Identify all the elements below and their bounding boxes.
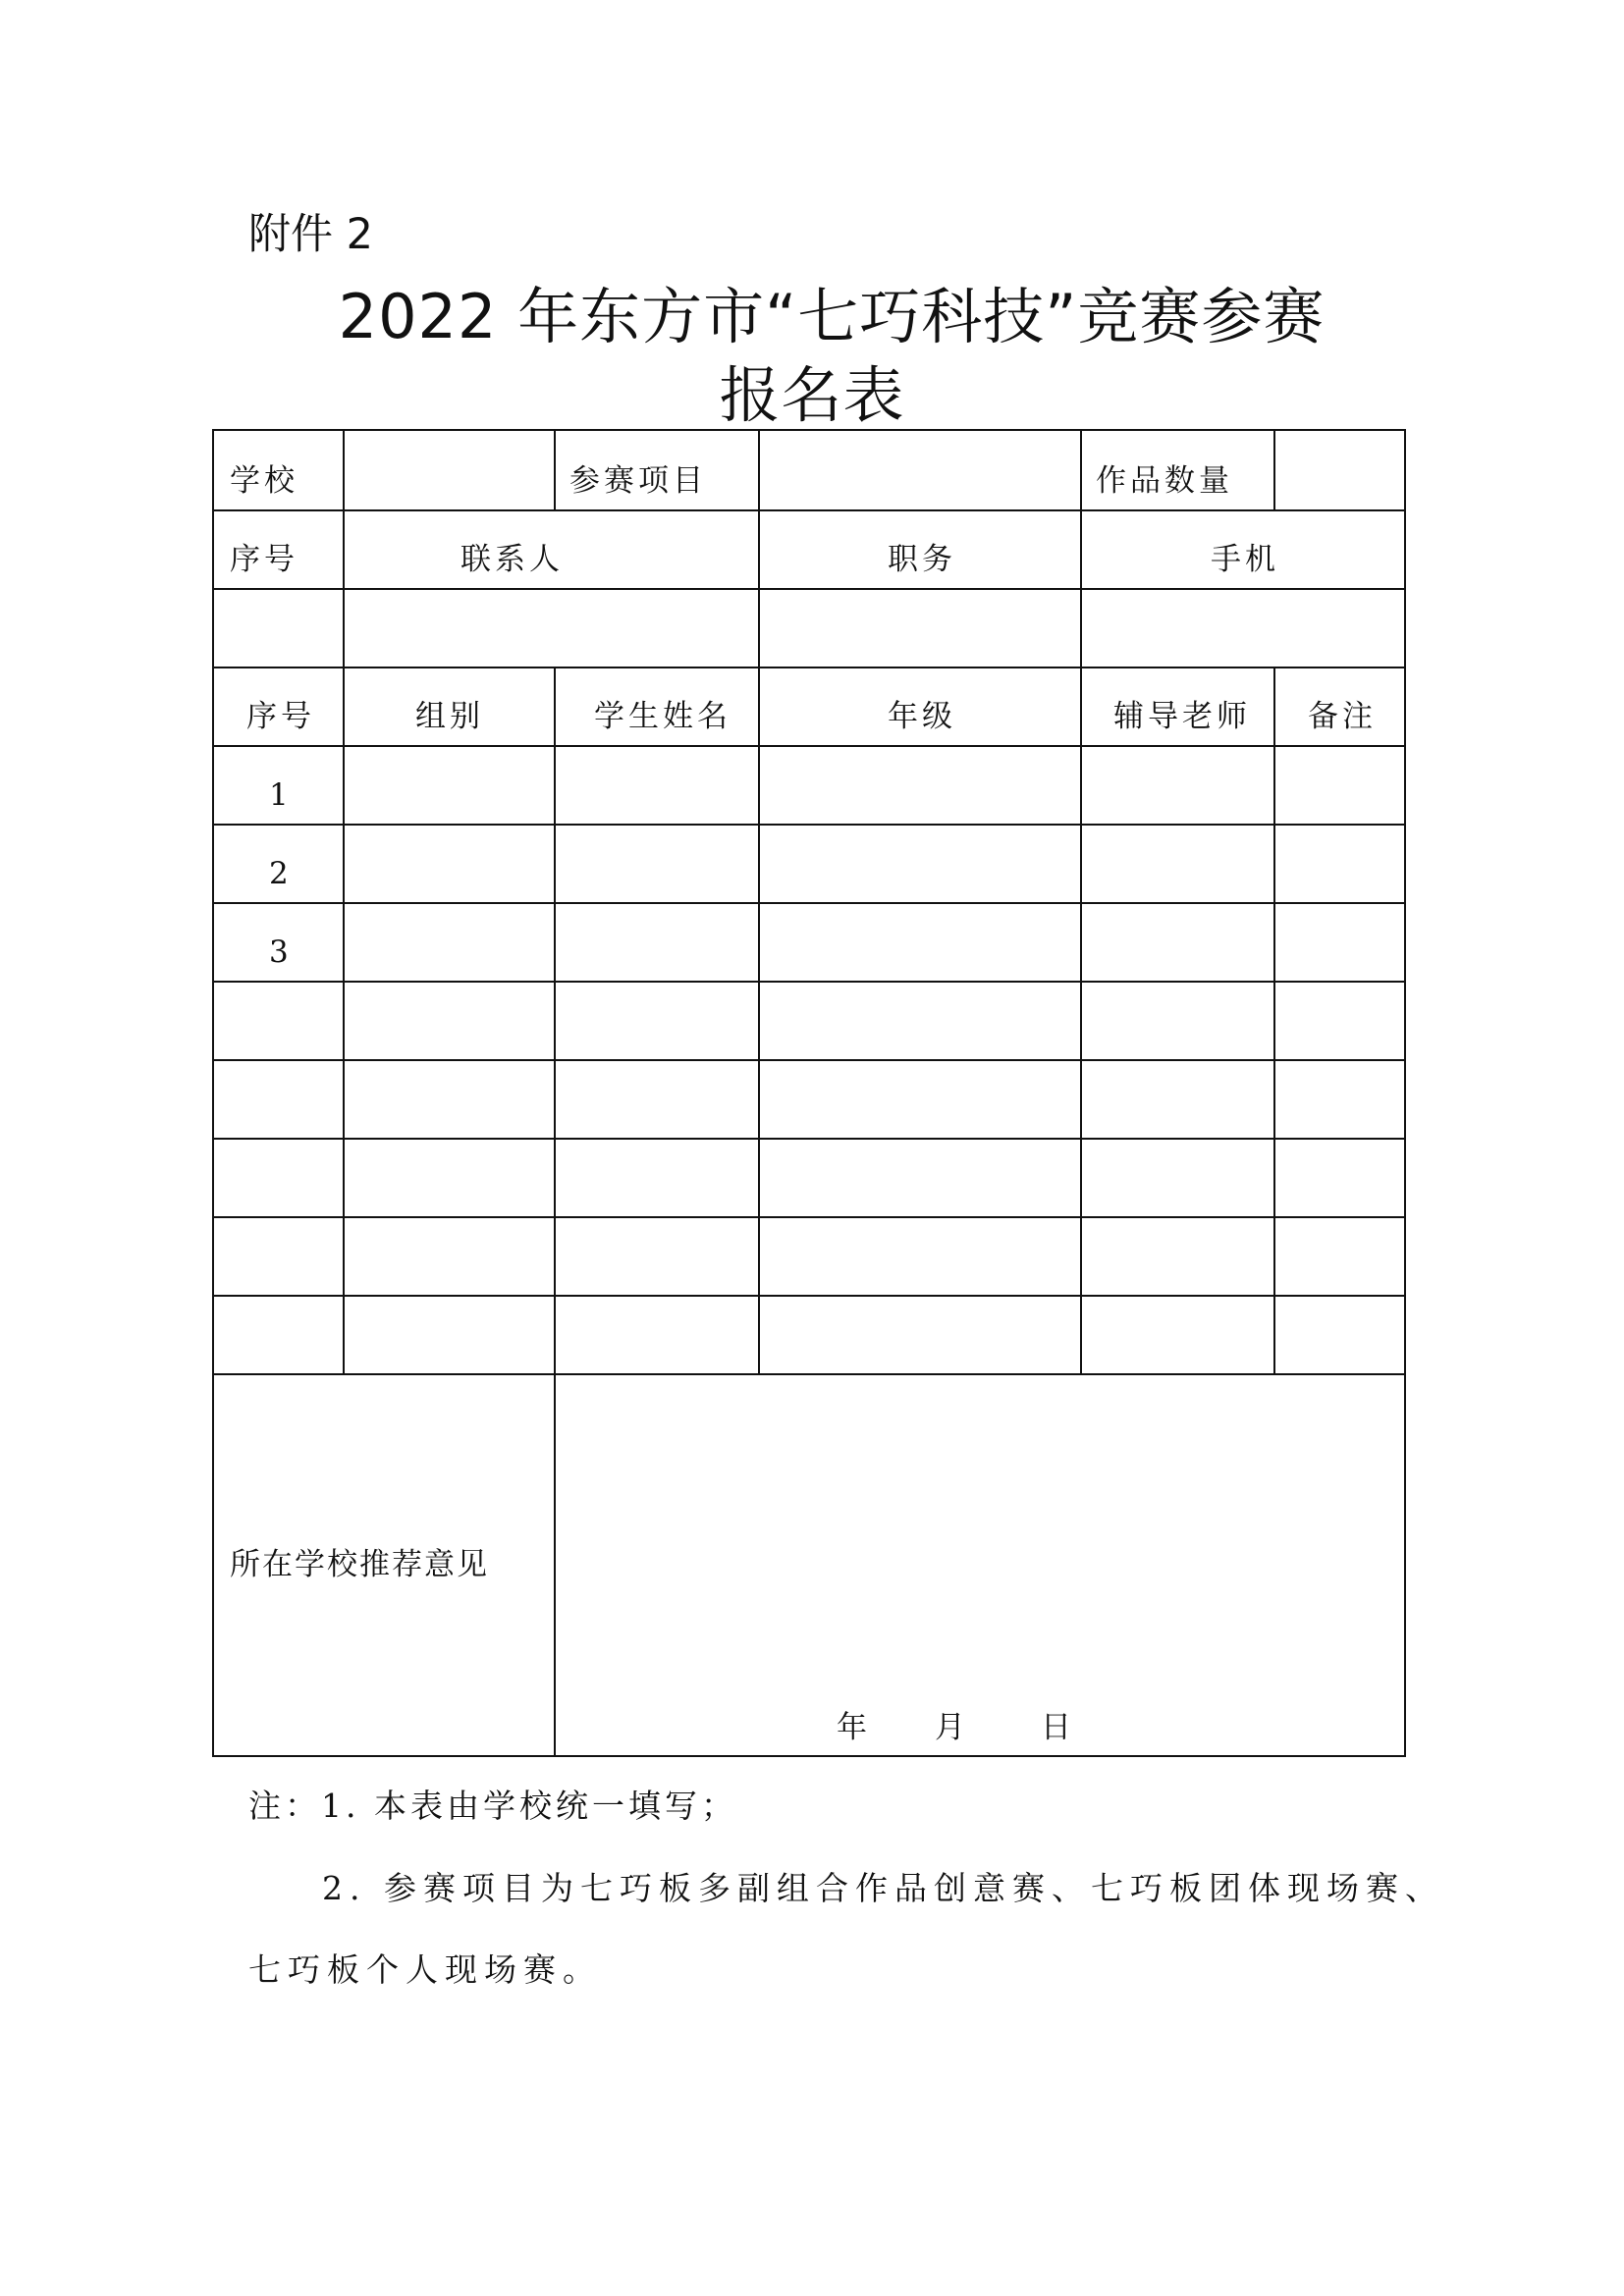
date-day: 日 <box>1041 1710 1075 1745</box>
student-header-group: 组别 <box>415 699 484 734</box>
attachment-label: 附件 2 <box>248 210 374 259</box>
works-count-label: 作品数量 <box>1096 463 1233 499</box>
note-line-1: 注：1. 本表由学校统一填写； <box>248 1787 737 1825</box>
registration-form <box>212 429 1406 1757</box>
student-row-number: 1 <box>269 777 289 813</box>
row-divider <box>214 745 1404 747</box>
contact-header-position: 职务 <box>888 542 956 577</box>
col-divider <box>1273 667 1275 1373</box>
school-field[interactable] <box>346 433 552 507</box>
row-divider <box>214 981 1404 983</box>
page-title-line1: 2022 年东方市“七巧科技”竞赛参赛 <box>338 281 1326 352</box>
row-divider <box>214 1138 1404 1140</box>
contact-phone-field[interactable] <box>1084 590 1402 665</box>
page-title-line2: 报名表 <box>719 359 905 431</box>
contact-name-field[interactable] <box>346 590 756 665</box>
contact-index-field[interactable] <box>216 590 341 665</box>
note-line-2: 2. 参赛项目为七巧板多副组合作品创意赛、七巧板团体现场赛、 <box>322 1869 1444 1907</box>
date-year: 年 <box>837 1710 871 1745</box>
row-divider <box>214 824 1404 826</box>
col-divider <box>343 431 345 1373</box>
student-header-teacher: 辅导老师 <box>1113 699 1251 734</box>
contact-header-name: 联系人 <box>460 542 564 577</box>
note-line-3: 七巧板个人现场赛。 <box>248 1950 602 1989</box>
recommendation-field[interactable] <box>558 1375 1402 1670</box>
student-header-name: 学生姓名 <box>594 699 731 734</box>
contact-header-index: 序号 <box>230 542 298 577</box>
student-header-index: 序号 <box>246 699 315 734</box>
col-divider <box>1080 431 1082 1373</box>
col-divider <box>1273 431 1275 509</box>
row-divider <box>214 902 1404 904</box>
contact-header-phone: 手机 <box>1211 542 1279 577</box>
recommendation-label: 所在学校推荐意见 <box>230 1547 489 1582</box>
works-count-field[interactable] <box>1277 433 1402 507</box>
student-header-grade: 年级 <box>888 699 956 734</box>
row-divider <box>214 1059 1404 1061</box>
col-divider <box>554 667 556 1755</box>
row-divider <box>214 1295 1404 1297</box>
col-divider <box>554 431 556 509</box>
date-month: 月 <box>935 1710 969 1745</box>
row-divider <box>214 509 1404 511</box>
student-row-number: 3 <box>269 934 289 970</box>
col-divider <box>758 431 760 1373</box>
project-field[interactable] <box>762 433 1078 507</box>
row-divider <box>214 1216 1404 1218</box>
contact-position-field[interactable] <box>762 590 1078 665</box>
student-row-number: 2 <box>269 856 289 891</box>
school-label: 学校 <box>230 463 298 499</box>
project-label: 参赛项目 <box>569 463 707 499</box>
student-header-remark: 备注 <box>1308 699 1377 734</box>
row-divider <box>214 667 1404 668</box>
